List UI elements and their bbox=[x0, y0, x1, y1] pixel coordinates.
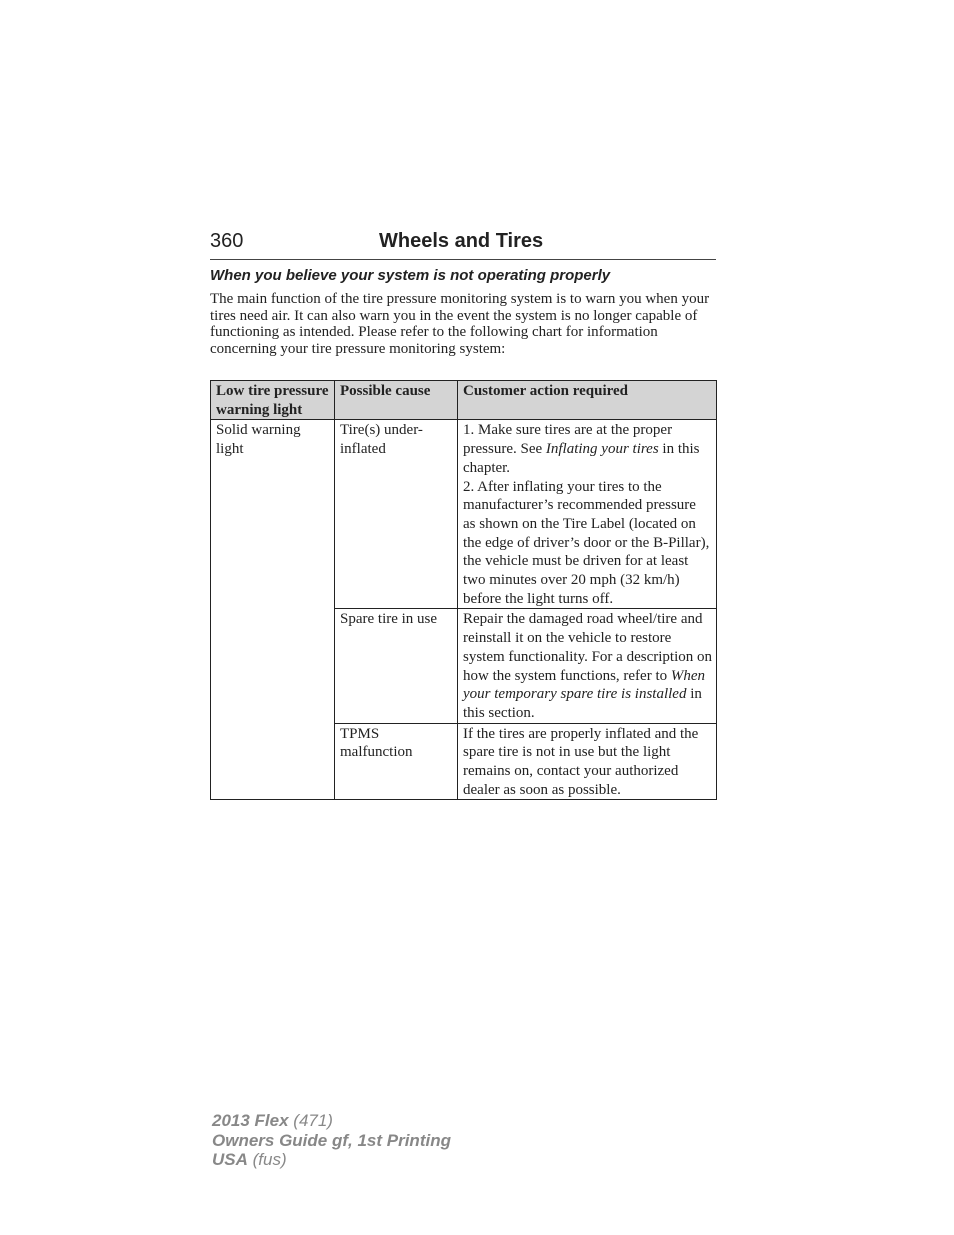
footer-model: 2013 Flex bbox=[212, 1111, 289, 1130]
footer-guide: Owners Guide gf, 1st Printing bbox=[212, 1130, 451, 1150]
warning-light-cell: Solid warning light bbox=[211, 420, 335, 800]
action-cell: If the tires are properly inflated and the spare tire is not in use but the light remains on, contact your authorized dealer as soon as possible. bbox=[458, 723, 717, 800]
footer-market-code: (fus) bbox=[247, 1150, 287, 1169]
column-header-warning-light: Low tire pressure warning light bbox=[211, 381, 335, 420]
action-text: 2. After inflating your tires to the manufacturer’s recommended pressure as shown on the Tire Label (located on the edge of driver’s door or the B-Pillar), the vehicle must be driven for at least two minutes over 20 mph (32 km/h) before the light turns off. bbox=[463, 478, 710, 607]
footer-market: USA bbox=[212, 1150, 248, 1169]
cause-cell: Tire(s) under-inflated bbox=[335, 420, 458, 609]
action-text: Repair the damaged road wheel/tire and reinstall it on the vehicle to restore system functionality. For a description on how the system functions, refer to bbox=[463, 611, 712, 684]
column-header-possible-cause: Possible cause bbox=[335, 381, 458, 420]
action-cell bbox=[458, 609, 717, 723]
cross-reference: When your temporary spare tire is installed bbox=[463, 667, 706, 703]
cause-cell: TPMS malfunction bbox=[335, 723, 458, 800]
cross-reference: Inflating your tires bbox=[545, 441, 659, 458]
page-footer bbox=[212, 1111, 451, 1170]
table-row bbox=[211, 420, 717, 609]
action-text: 1. Make sure tires are at the proper pressure. See bbox=[463, 422, 673, 458]
table-header-row bbox=[211, 381, 717, 420]
page-header bbox=[210, 229, 716, 260]
footer-line-model bbox=[212, 1111, 451, 1131]
intro-paragraph: The main function of the tire pressure monitoring system is to warn you when your tires need air. It can also warn you in the event the system is no longer capable of functioning as intended. Please refer to the following chart for information concerning your tire pressure monitoring system: bbox=[210, 291, 710, 357]
cause-cell: Spare tire in use bbox=[335, 609, 458, 723]
tpms-chart-table bbox=[210, 380, 717, 800]
action-text: in this chapter. bbox=[463, 441, 700, 476]
footer-model-code: (471) bbox=[288, 1111, 333, 1130]
page-number: 360 bbox=[210, 230, 244, 252]
column-header-customer-action: Customer action required bbox=[458, 381, 717, 420]
footer-line-market bbox=[212, 1150, 451, 1170]
action-cell bbox=[458, 420, 717, 609]
section-heading: When you believe your system is not operating properly bbox=[210, 267, 611, 284]
action-text: in this section. bbox=[463, 686, 702, 721]
chapter-title: Wheels and Tires bbox=[379, 230, 544, 252]
